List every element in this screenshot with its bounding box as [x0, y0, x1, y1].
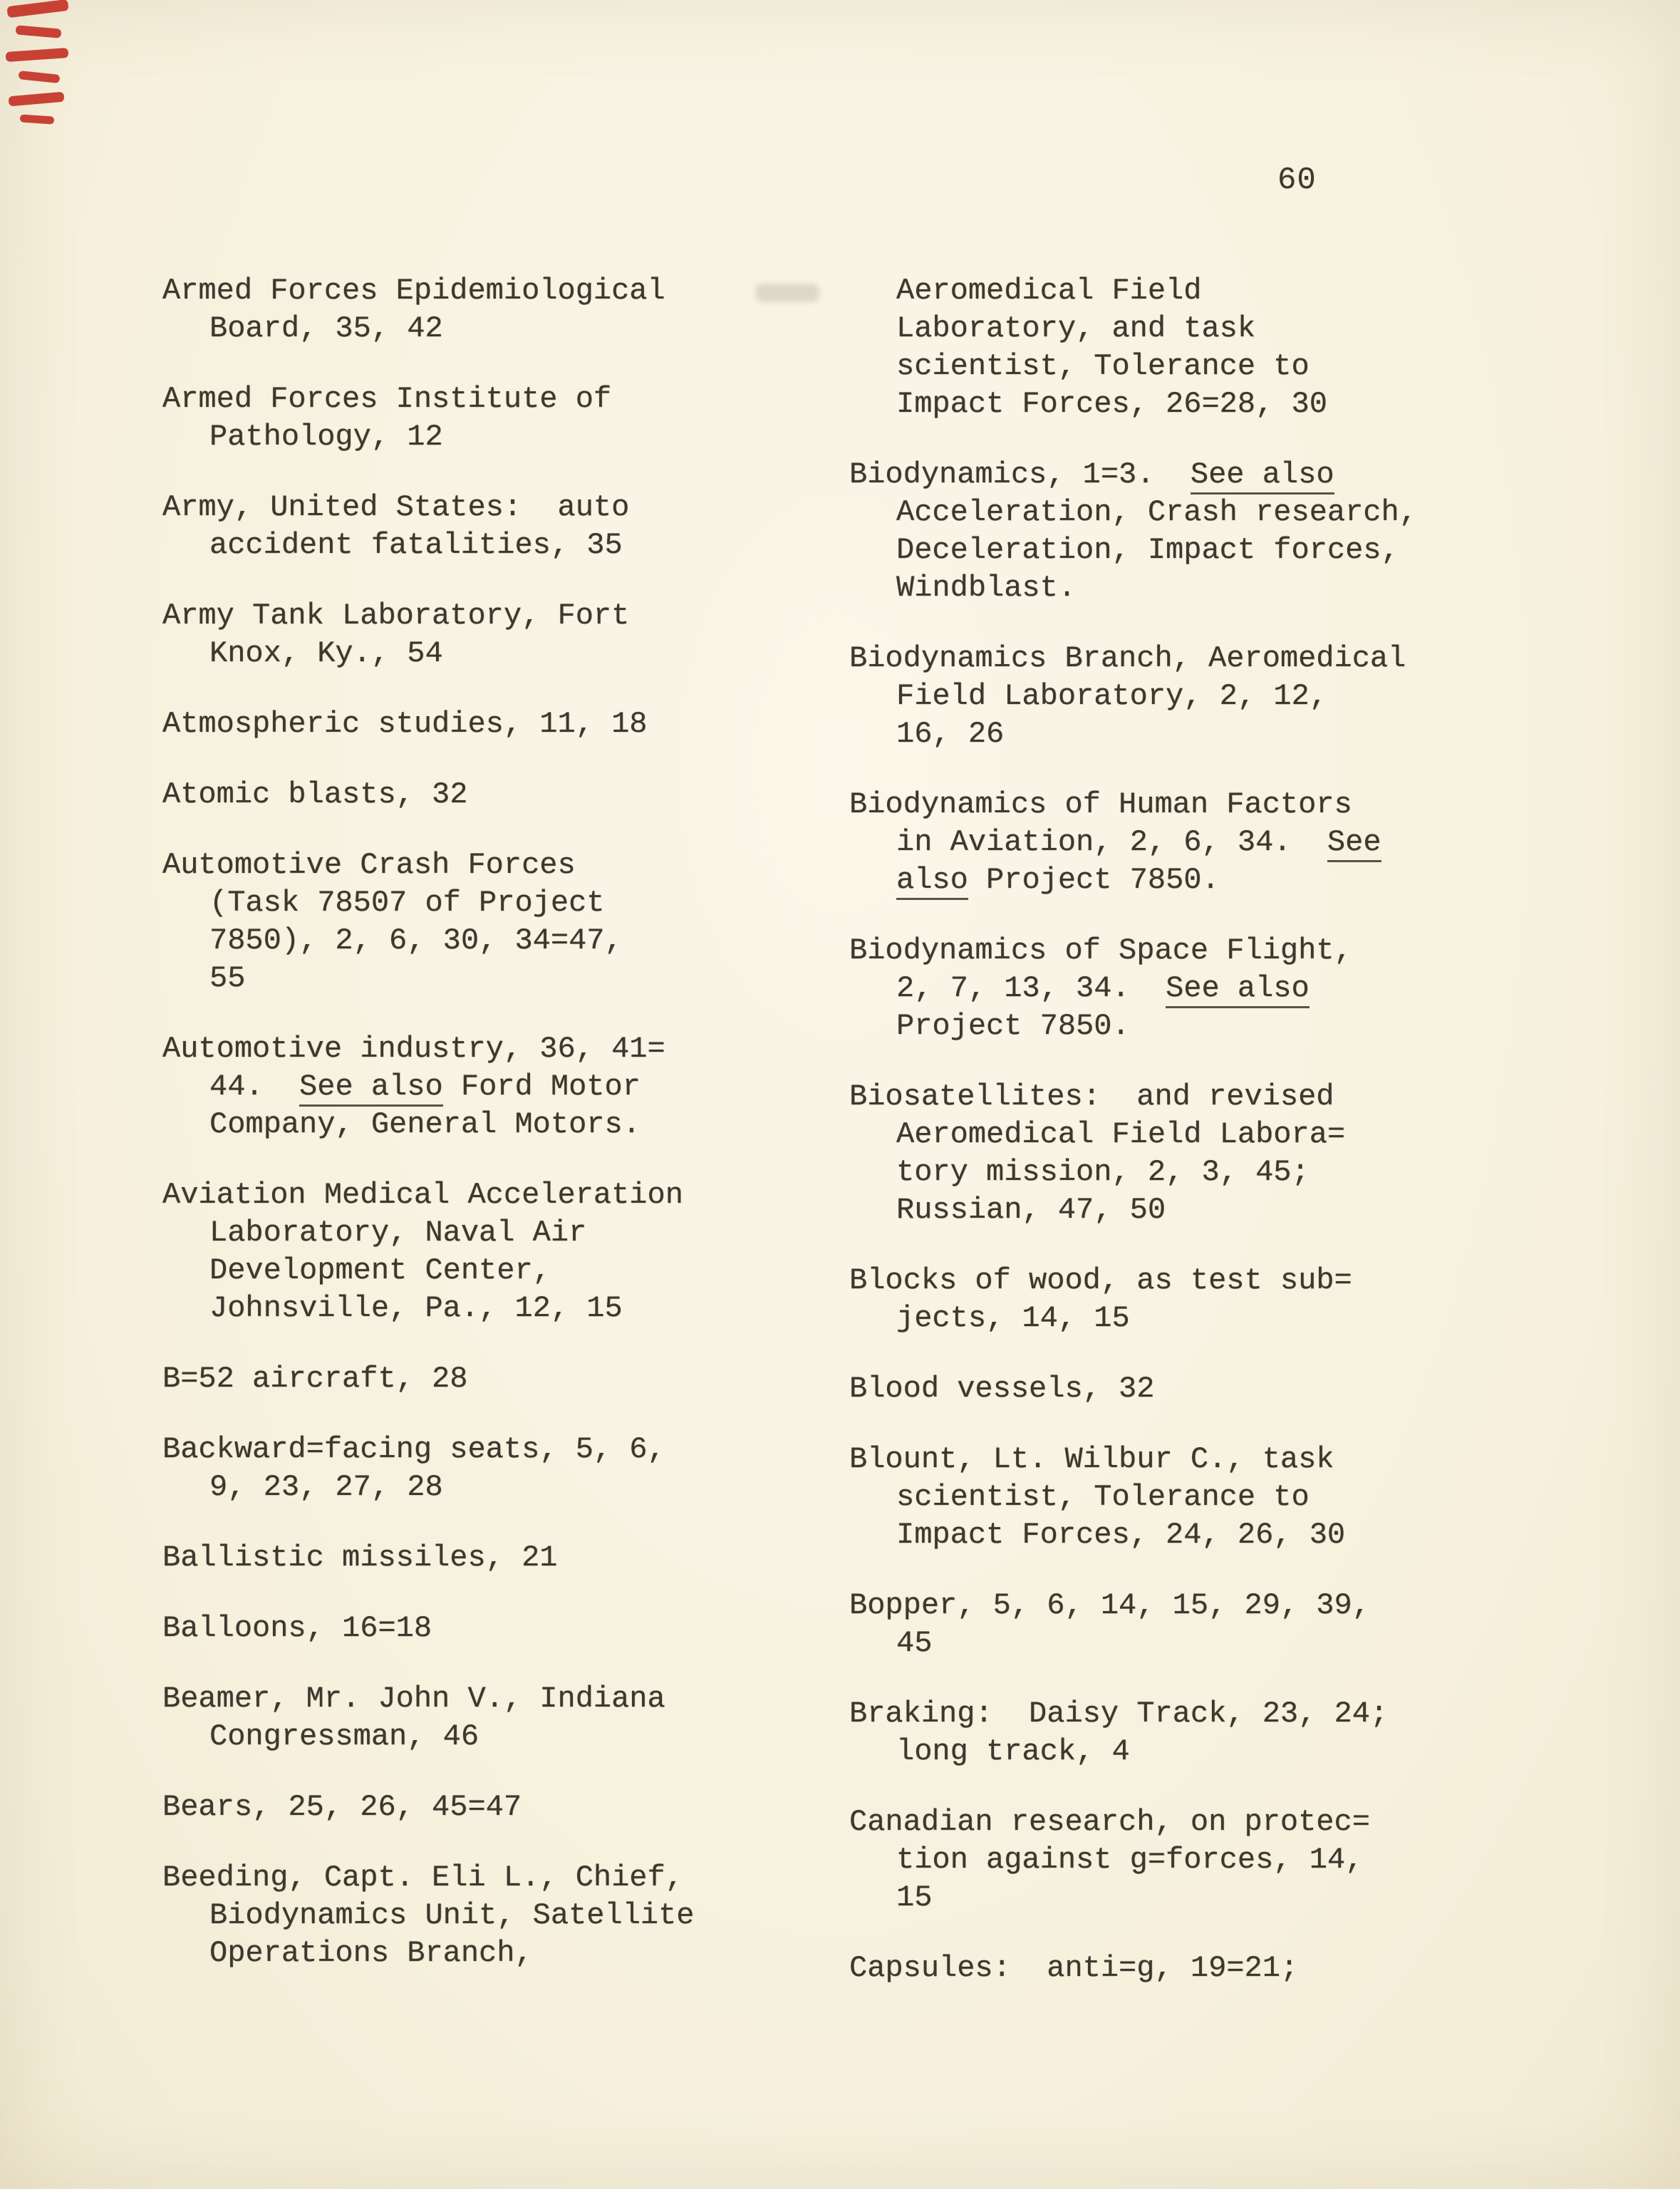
index-entry-line: [849, 1262, 1604, 1300]
index-entry: [162, 381, 832, 456]
text-segment: Blocks of wood, as test sub=: [849, 1263, 1352, 1298]
index-entry-line: [849, 1191, 1604, 1229]
text-segment: Army, United States: auto: [162, 490, 630, 524]
text-segment: Windblast.: [896, 571, 1077, 605]
index-entry-line: [162, 1539, 832, 1577]
text-segment: Biodynamics Unit, Satellite: [209, 1898, 695, 1932]
text-segment: 45: [896, 1626, 933, 1660]
text-segment: (Task 78507 of Project: [209, 886, 605, 920]
underlined-text: See also: [299, 1070, 443, 1107]
red-pen-mark: [6, 48, 69, 62]
index-entry: [849, 1262, 1604, 1337]
red-pen-mark: [16, 25, 62, 38]
index-entry-line: [849, 932, 1604, 970]
index-entry: [849, 1950, 1604, 1987]
text-segment: Armed Forces Epidemiological: [162, 274, 665, 308]
text-segment: 15: [896, 1880, 933, 1915]
text-segment: long track, 4: [896, 1734, 1130, 1769]
text-segment: Johnsville, Pa., 12, 15: [209, 1291, 623, 1325]
index-entry: [849, 640, 1604, 753]
text-segment: Aeromedical Field Labora=: [896, 1117, 1346, 1152]
index-entry-line: [162, 884, 832, 922]
index-entry-line: [849, 385, 1604, 423]
text-segment: Aeromedical Field: [896, 274, 1202, 308]
index-entry: [849, 932, 1604, 1045]
text-segment: scientist, Tolerance to: [896, 1480, 1310, 1514]
index-entry-line: [849, 1441, 1604, 1479]
text-segment: Automotive industry, 36, 41=: [162, 1032, 665, 1066]
index-entry: [849, 1587, 1604, 1662]
text-segment: Impact Forces, 26=28, 30: [896, 387, 1327, 421]
text-segment: 9, 23, 27, 28: [209, 1470, 443, 1504]
index-entry: [849, 1441, 1604, 1554]
index-entry-line: [849, 1950, 1604, 1987]
text-segment: Ford Motor: [442, 1070, 641, 1104]
index-entry-line: [162, 1897, 832, 1935]
index-entry-line: [162, 418, 832, 456]
index-entry: [849, 1078, 1604, 1229]
text-segment: jects, 14, 15: [896, 1301, 1130, 1335]
index-entry-line: [849, 1625, 1604, 1662]
text-segment: Balloons, 16=18: [162, 1611, 432, 1645]
index-entry-line: [162, 1106, 832, 1144]
text-segment: in Aviation, 2, 6, 34.: [896, 825, 1327, 859]
index-entry-line: [162, 1360, 832, 1398]
index-entry: [849, 1804, 1604, 1917]
text-segment: Armed Forces Institute of: [162, 382, 612, 416]
index-entry-line: [849, 456, 1604, 494]
index-entry-line: [162, 1214, 832, 1252]
text-segment: Army Tank Laboratory, Fort: [162, 599, 630, 633]
index-entry-line: [162, 1176, 832, 1214]
text-segment: 2, 7, 13, 34.: [896, 971, 1166, 1005]
index-column-right: [849, 272, 1604, 2020]
text-segment: Beamer, Mr. John V., Indiana: [162, 1682, 665, 1716]
index-entry-line: [849, 824, 1604, 861]
index-entry-line: [849, 1370, 1604, 1408]
text-segment: Acceleration, Crash research,: [896, 495, 1417, 529]
index-entry-line: [849, 1804, 1604, 1841]
text-segment: accident fatalities, 35: [209, 528, 623, 562]
index-entry-line: [849, 786, 1604, 824]
text-segment: Biosatellites: and revised: [849, 1080, 1334, 1114]
index-column-left: [162, 272, 832, 2005]
index-entry-line: [162, 1718, 832, 1756]
text-segment: Laboratory, Naval Air: [209, 1216, 587, 1250]
index-entry-line: [162, 1469, 832, 1506]
text-segment: Biodynamics, 1=3.: [849, 457, 1191, 492]
index-entry-line: [849, 494, 1604, 532]
index-entry-line: [849, 1300, 1604, 1337]
index-entry-line: [162, 960, 832, 998]
index-entry: [162, 705, 832, 743]
underlined-text: See: [1327, 825, 1381, 862]
index-entry: [162, 847, 832, 998]
text-segment: Operations Branch,: [209, 1936, 533, 1970]
index-entry-line: [849, 1078, 1604, 1116]
index-entry-line: [162, 272, 832, 310]
index-entry-line: [162, 489, 832, 527]
index-entry: [162, 1789, 832, 1826]
index-entry-line: [849, 1879, 1604, 1917]
index-entry-line: [162, 1680, 832, 1718]
text-segment: Knox, Ky., 54: [209, 636, 443, 671]
index-entry-line: [849, 1154, 1604, 1191]
index-entry: [162, 1431, 832, 1506]
index-entry-line: [849, 272, 1604, 310]
text-segment: 16, 26: [896, 717, 1005, 751]
index-entry-line: [162, 1252, 832, 1290]
index-entry-line: [849, 1116, 1604, 1154]
text-segment: Biodynamics Branch, Aeromedical: [849, 641, 1406, 676]
underlined-text: See also: [1191, 457, 1334, 495]
text-segment: Canadian research, on protec=: [849, 1805, 1370, 1839]
index-entry-line: [162, 1789, 832, 1826]
red-pen-mark: [19, 71, 61, 83]
index-entry: [162, 489, 832, 564]
index-entry: [162, 272, 832, 348]
text-segment: Deceleration, Impact forces,: [896, 533, 1399, 567]
index-entry-line: [849, 348, 1604, 385]
index-entry-line: [162, 705, 832, 743]
index-entry: [162, 1360, 832, 1398]
text-segment: Aviation Medical Acceleration: [162, 1178, 683, 1212]
index-entry-line: [849, 1479, 1604, 1516]
text-segment: Laboratory, and task: [896, 311, 1256, 346]
index-entry: [162, 1859, 832, 1972]
text-segment: Automotive Crash Forces: [162, 848, 576, 882]
text-segment: Beeding, Capt. Eli L., Chief,: [162, 1861, 683, 1895]
index-entry: [849, 1370, 1604, 1408]
text-segment: Bopper, 5, 6, 14, 15, 29, 39,: [849, 1588, 1370, 1623]
text-segment: 55: [209, 961, 246, 995]
index-entry-line: [849, 678, 1604, 715]
index-entry-line: [162, 1610, 832, 1647]
index-entry-line: [162, 922, 832, 960]
text-segment: 7850), 2, 6, 30, 34=47,: [209, 923, 623, 958]
red-pen-mark: [20, 114, 55, 124]
underlined-text: also: [896, 863, 968, 900]
text-segment: Atmospheric studies, 11, 18: [162, 707, 648, 741]
index-entry-line: [162, 381, 832, 418]
text-segment: Impact Forces, 24, 26, 30: [896, 1518, 1346, 1552]
index-entry-line: [162, 527, 832, 564]
index-entry-line: [849, 532, 1604, 569]
index-entry: [162, 597, 832, 673]
underlined-text: See also: [1166, 971, 1310, 1008]
text-segment: Field Laboratory, 2, 12,: [896, 679, 1327, 713]
text-segment: Biodynamics of Space Flight,: [849, 933, 1352, 968]
text-segment: Pathology, 12: [209, 420, 443, 454]
index-entry: [849, 272, 1604, 423]
index-entry: [162, 1030, 832, 1144]
text-segment: Bears, 25, 26, 45=47: [162, 1790, 522, 1824]
index-entry-line: [162, 847, 832, 884]
index-entry-line: [162, 1859, 832, 1897]
index-entry-line: [849, 640, 1604, 678]
text-segment: Blood vessels, 32: [849, 1372, 1155, 1406]
index-entry: [162, 1680, 832, 1756]
index-entry-line: [849, 310, 1604, 348]
index-entry-line: [849, 970, 1604, 1008]
text-segment: Congressman, 46: [209, 1719, 479, 1754]
index-entry: [162, 1176, 832, 1328]
index-entry-line: [162, 776, 832, 814]
index-entry-line: [849, 1587, 1604, 1625]
text-segment: 44.: [209, 1070, 300, 1104]
index-entry-line: [162, 310, 832, 348]
index-entry-line: [849, 715, 1604, 753]
text-segment: Biodynamics of Human Factors: [849, 787, 1352, 822]
index-entry-line: [162, 1290, 832, 1328]
page-number: 60: [1277, 162, 1317, 198]
text-segment: Russian, 47, 50: [896, 1193, 1166, 1227]
text-segment: Board, 35, 42: [209, 311, 443, 346]
text-segment: Braking: Daisy Track, 23, 24;: [849, 1697, 1389, 1731]
index-entry-line: [162, 1935, 832, 1972]
text-segment: tion against g=forces, 14,: [896, 1843, 1364, 1877]
red-pen-mark: [9, 92, 65, 107]
text-segment: Ballistic missiles, 21: [162, 1541, 558, 1575]
text-segment: scientist, Tolerance to: [896, 349, 1310, 383]
index-entry: [849, 456, 1604, 607]
index-entry: [849, 786, 1604, 899]
text-segment: B=52 aircraft, 28: [162, 1362, 468, 1396]
index-entry-line: [162, 1030, 832, 1068]
index-entry-line: [162, 597, 832, 635]
index-entry-line: [162, 635, 832, 673]
index-entry-line: [849, 861, 1604, 899]
text-segment: Atomic blasts, 32: [162, 777, 468, 812]
index-entry: [162, 776, 832, 814]
index-entry-line: [849, 569, 1604, 607]
index-entry-line: [849, 1516, 1604, 1554]
red-pen-mark: [6, 0, 68, 18]
text-segment: Project 7850.: [896, 1009, 1130, 1043]
text-segment: Company, General Motors.: [209, 1107, 641, 1142]
text-segment: Backward=facing seats, 5, 6,: [162, 1432, 665, 1466]
text-segment: Project 7850.: [968, 863, 1220, 897]
index-entry-line: [162, 1068, 832, 1106]
index-entry-line: [849, 1008, 1604, 1045]
index-entry-line: [162, 1431, 832, 1469]
index-entry: [849, 1695, 1604, 1771]
index-entry-line: [849, 1841, 1604, 1879]
text-segment: Development Center,: [209, 1253, 551, 1288]
text-segment: Capsules: anti=g, 19=21;: [849, 1951, 1299, 1985]
index-entry-line: [849, 1733, 1604, 1771]
text-segment: Blount, Lt. Wilbur C., task: [849, 1442, 1334, 1476]
text-segment: tory mission, 2, 3, 45;: [896, 1155, 1310, 1189]
index-entry: [162, 1610, 832, 1647]
index-entry: [162, 1539, 832, 1577]
index-entry-line: [849, 1695, 1604, 1733]
